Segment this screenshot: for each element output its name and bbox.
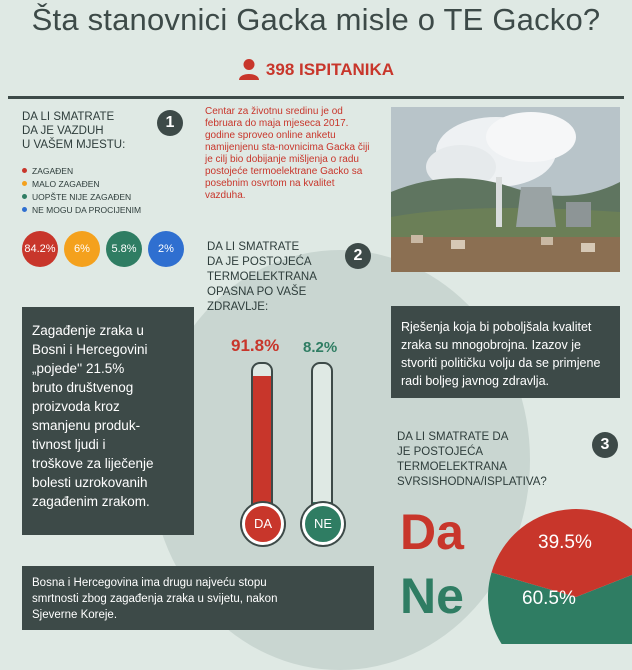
q1-line: DA JE VAZDUH — [22, 125, 104, 137]
green-dot-icon — [22, 194, 27, 199]
orange-dot-icon — [22, 181, 27, 186]
q2-line: DA JE POSTOJEĆA — [207, 256, 312, 268]
legend-item — [22, 191, 141, 204]
q1-value-nije-zagadjen: 5.8% — [106, 231, 142, 267]
legend-item — [22, 204, 141, 217]
q2-line: DA LI SMATRATE — [207, 241, 300, 253]
q3-yes-label: Da — [400, 504, 464, 560]
q1-line: U VAŠEM MJESTU: — [22, 139, 126, 151]
survey-intro-text: Centar za životnu sredinu je od februara do maja mjeseca 2017. godine sproveo online anketu namijenjenu sta-novnicima Gacka čiji je cilj bio dobijanje mišljenja o radu postojeće termoelektrane Gacko sa posebnim osvrtom na kvalitet vazduha. — [205, 106, 370, 201]
q1-value-malo-zagadjen: 6% — [64, 231, 100, 267]
respondents-label: 398 ISPITANIKA — [265, 60, 395, 79]
q2-number-badge: 2 — [345, 243, 371, 269]
gdp-impact-box — [22, 307, 194, 535]
q1-legend — [22, 165, 141, 217]
gdp-line: troškove za liječenje — [32, 456, 154, 471]
thermometer-yes-fill — [253, 376, 271, 514]
q3-line: SVRSISHODNA/ISPLATIVA? — [397, 476, 547, 488]
thermometer-yes — [251, 362, 273, 516]
red-dot-icon — [22, 168, 27, 173]
power-plant-photo — [391, 107, 620, 272]
legend-label: MALO ZAGAĐEN — [32, 179, 100, 189]
q3-number-badge: 3 — [592, 432, 618, 458]
thermometer-yes-bulb: DA — [242, 503, 284, 545]
gdp-line: bruto društvenog — [32, 380, 134, 395]
gdp-line: bolesti uzrokovanih — [32, 475, 148, 490]
q2-line: OPASNA PO VAŠE — [207, 286, 307, 298]
q2-question — [207, 240, 317, 315]
q3-yes-value: 39.5% — [538, 532, 592, 553]
mortality-line: Sjeverne Koreje. — [32, 609, 118, 621]
q3-question — [397, 430, 547, 490]
q1-number-badge: 1 — [157, 110, 183, 136]
q3-line: JE POSTOJEĆA — [397, 446, 484, 458]
legend-label: NE MOGU DA PROCIJENIM — [32, 205, 142, 215]
blue-dot-icon — [22, 207, 27, 212]
mortality-line: smrtnosti zbog zagađenja zraka u svijetu, nakon — [32, 593, 278, 605]
respondents-count — [0, 58, 632, 80]
solutions-box: Rješenja koja bi poboljšala kvalitet zraka su mnogobrojna. Izazov je stvoriti političku volju da se primjene radi boljeg javnog zdravlja. — [391, 306, 620, 398]
page-title: Šta stanovnici Gacka misle o TE Gacko? — [31, 2, 601, 37]
gdp-line: Zagađenje zraka u — [32, 323, 144, 338]
legend-label: ZAGAĐEN — [32, 166, 74, 176]
gdp-line: „pojede'' 21.5% — [32, 361, 125, 376]
mortality-box — [22, 566, 374, 630]
q3-line: TERMOELEKTRANA — [397, 461, 507, 473]
q2-line: TERMOELEKTRANA — [207, 271, 317, 283]
legend-label: UOPŠTE NIJE ZAGAĐEN — [32, 192, 132, 202]
q1-value-ne-mogu: 2% — [148, 231, 184, 267]
q3-line: DA LI SMATRATE DA — [397, 431, 509, 443]
q1-question — [22, 110, 125, 152]
thermometer-no-bulb: NE — [302, 503, 344, 545]
gdp-line: tivnost ljudi i — [32, 437, 106, 452]
mortality-line: Bosna i Hercegovina ima drugu najveću stopu — [32, 577, 267, 589]
thermometer-no — [311, 362, 333, 516]
q1-line: DA LI SMATRATE — [22, 111, 115, 123]
q2-yes-value: 91.8% — [231, 336, 280, 355]
title-divider — [8, 96, 624, 99]
q2-no-value: 8.2% — [303, 339, 338, 356]
legend-item — [22, 165, 141, 178]
gdp-line: proizvoda kroz — [32, 399, 120, 414]
q3-no-label: Ne — [400, 568, 464, 624]
q3-pie-chart — [484, 505, 632, 644]
q2-line: ZDRAVLJE: — [207, 301, 269, 313]
q3-no-value: 60.5% — [522, 588, 576, 609]
gdp-line: smanjenu produk- — [32, 418, 141, 433]
gdp-line: zagađenim zrakom. — [32, 494, 150, 509]
legend-item — [22, 178, 141, 191]
q1-value-zagadjen: 84.2% — [22, 231, 58, 267]
gdp-line: Bosni i Hercegovini — [32, 342, 148, 357]
person-icon — [238, 58, 260, 80]
